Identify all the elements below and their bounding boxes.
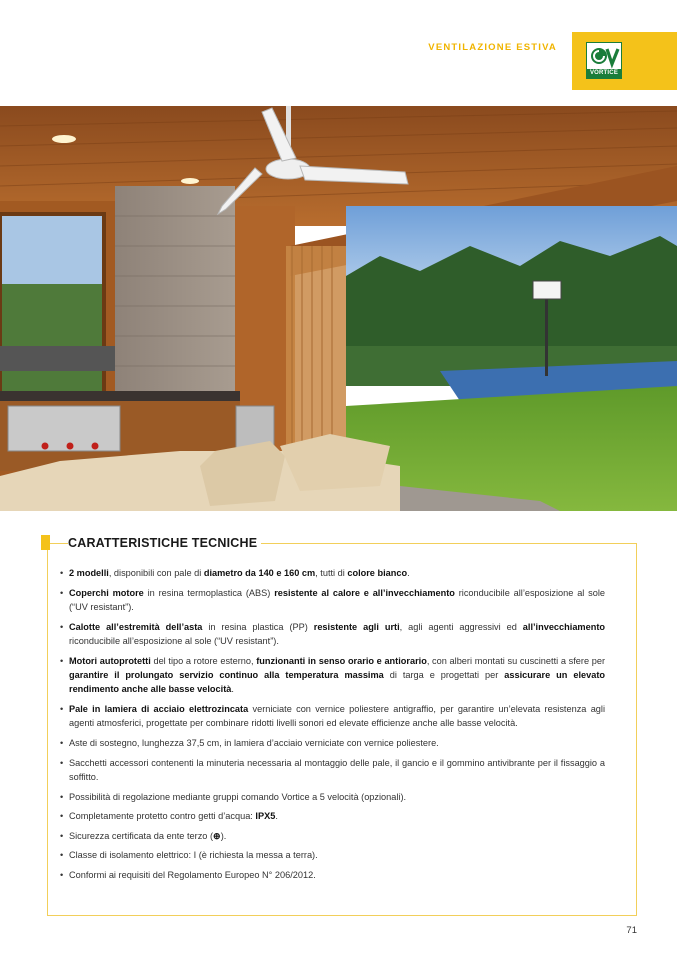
spec-item-bold-text: Calotte all’estremità dell’asta	[69, 621, 203, 632]
brand-box	[572, 32, 677, 90]
spec-item	[60, 809, 605, 823]
spec-item-text: Classe di isolamento elettrico: I (è richiesta la messa a terra).	[69, 850, 318, 861]
spec-item-bold-text: funzionanti in senso orario e antiorario	[256, 655, 427, 666]
section-label: VENTILAZIONE ESTIVA	[428, 42, 557, 53]
spec-item-bold-text: ⊕	[213, 830, 221, 841]
spec-item-bold-text: all’invecchiamento	[522, 621, 605, 632]
spec-item-text: in resina termoplastica (ABS)	[143, 587, 275, 598]
spec-item-text: del tipo a rotore esterno,	[150, 655, 257, 666]
spec-item-text: .	[231, 684, 234, 695]
spec-item	[60, 654, 605, 697]
spec-item-text: riconducibile all’esposizione al sole (“UV resistant”).	[69, 636, 279, 646]
spec-item	[60, 868, 605, 882]
spec-item-text: , disponibili con pale di	[108, 568, 204, 578]
spec-title: CARATTERISTICHE TECNICHE	[68, 536, 261, 550]
spec-list	[60, 566, 605, 888]
spec-item-text: , agli agenti aggressivi ed	[399, 621, 523, 632]
spec-item-text: .	[407, 568, 410, 578]
spec-item-bold-text: assicurare un elevato rendimento anche alle basse velocità	[69, 670, 606, 695]
brand-name: VORTICE	[587, 69, 621, 78]
vortice-logo-icon	[586, 42, 622, 79]
spec-item-bold-text: Motori autoprotetti	[69, 655, 151, 666]
spec-item-bold-text: colore bianco	[347, 568, 408, 578]
page-number: 71	[626, 925, 637, 936]
spec-item-bold-text: 2 modelli	[69, 568, 109, 578]
spec-item-text: .	[275, 811, 278, 822]
spec-item	[60, 829, 605, 843]
spec-item	[60, 736, 605, 750]
spec-item-bold-text: Pale in lamiera di acciaio elettrozincata	[69, 704, 249, 714]
spec-item-bold-text: resistente agli urti	[313, 621, 400, 632]
spec-item-text: di targa e progettati per	[383, 670, 505, 680]
outdoor-patio-ceiling-fan-photo	[0, 106, 677, 511]
spec-item-text: Sicurezza certificata da ente terzo (	[69, 830, 214, 841]
spec-item-text: Conformi ai requisiti del Regolamento Europeo N° 206/2012.	[69, 869, 316, 880]
spec-item	[60, 848, 605, 862]
spec-item-text: ).	[220, 830, 227, 841]
spec-item-text: Possibilità di regolazione mediante gruppi comando Vortice a 5 velocità (opzionali).	[69, 791, 407, 802]
spec-item	[60, 756, 605, 785]
spec-item-text: , tutti di	[315, 568, 348, 578]
spec-item-text: in resina plastica (PP)	[202, 621, 314, 632]
spec-item-bold-text: garantire il prolungato servizio continuo alla temperatura massima	[69, 670, 384, 680]
spec-item-bold-text: resistente al calore e all’invecchiamento	[274, 587, 455, 598]
spec-item	[60, 566, 605, 580]
spec-item	[60, 620, 605, 649]
spec-item-bold-text: IPX5	[255, 811, 276, 822]
spec-item-text: riconducibile all’esposizione al sole (“UV resistant”).	[69, 587, 606, 612]
spec-item-bold-text: Coperchi motore	[69, 587, 144, 598]
spec-item-text: verniciate con vernice poliestere antigraffio, per garantire un’elevata resistenza agli agenti atmosferici, progettate per combinare ridotti livelli sonori ed elevate efficienze anche alle basse velocità.	[69, 704, 605, 729]
spec-item	[60, 790, 605, 804]
spec-item	[60, 586, 605, 615]
spec-item-text: Sacchetti accessori contenenti la minuteria necessaria al montaggio delle pale, il gancio e il gommino antivibrante per il fissaggio a soffitto.	[69, 757, 605, 782]
spec-marker	[41, 535, 50, 550]
spec-item-bold-text: diametro da 140 e 160 cm	[203, 568, 316, 578]
spec-item-text: Completamente protetto contro getti d’acqua:	[69, 811, 256, 822]
spec-item	[60, 702, 605, 731]
spec-item-text: Aste di sostegno, lunghezza 37,5 cm, in lamiera d’acciaio verniciate con vernice poliestere.	[69, 738, 439, 748]
spec-item-text: , con alberi montati su cuscinetti a sfere per	[426, 655, 606, 666]
